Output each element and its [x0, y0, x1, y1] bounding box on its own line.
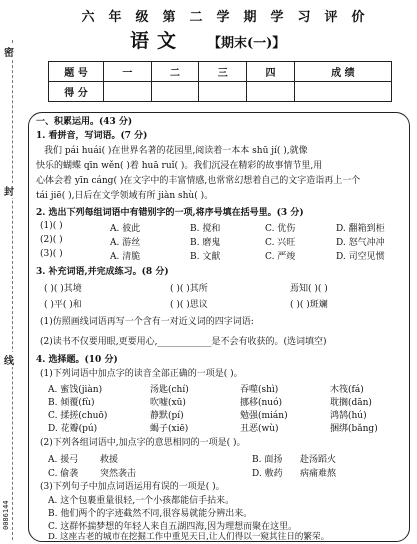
q4-2-option: 病痛难熬 — [300, 469, 337, 479]
q4-2-option: 赴汤蹈火 — [300, 455, 337, 465]
side-code: 0086144 — [2, 500, 10, 530]
page-header: 六年级第二学期学习评价 — [81, 10, 379, 25]
q1-line-1: 我们 pái huái( )在世界名著的花园里,阅读着一本本 shū jí( ),就像 — [44, 146, 308, 156]
q3-row-1-item: ( )( )其所 — [170, 284, 208, 294]
score-table-header-row — [49, 62, 392, 82]
q4-1-option: D. 花瓣(pú) — [48, 424, 98, 434]
score-cell: 题 号 — [49, 62, 104, 82]
q2-title: 2. 选出下列每组词语中有错别字的一项,将序号填在括号里。(3 分) — [36, 208, 304, 218]
q4-title: 4. 选择题。(10 分) — [36, 355, 118, 365]
q4-2-option: C. 偷袭 — [48, 469, 79, 479]
q2-row-2-num: (2)( ) — [40, 235, 63, 245]
q3-sub-2: (2)读书不仅要用眼,更要用心,____________是不会有收获的。(选词填空) — [40, 337, 327, 347]
q4-1-option: 汤匙(chí) — [150, 385, 189, 395]
q4-1-option: 丑恶(wù) — [240, 424, 279, 434]
q1-line-3: 心体会着 yīn cáng( )在文字中的丰富情感,也常常幻想着自己的文字造诣再上一个 — [36, 176, 361, 186]
q4-1-option: 捆绑(bǎng) — [330, 424, 378, 434]
binding-cut-line — [12, 40, 13, 540]
q3-row-2-item: ( )平( )和 — [44, 300, 82, 310]
q3-row-1-item: ( )( )其境 — [44, 284, 82, 294]
score-cell: 四 — [247, 62, 295, 82]
score-input-cell[interactable] — [199, 82, 247, 102]
side-label-seal-2: 封 — [4, 183, 14, 198]
q4-2-option: A. 援弓 — [48, 455, 79, 465]
q4-1-option: 静默(pí) — [150, 411, 184, 421]
q1-title: 1. 看拼音，写词语。(7 分) — [36, 131, 148, 141]
q4-1-stem: (1)下列词语中加点字的读音全部正确的一项是( )。 — [40, 369, 243, 379]
term-label: 【期末(一)】 — [208, 36, 286, 51]
q2-row-3-a: A. 清脆 — [110, 252, 141, 262]
q2-row-1-d: D. 翻箱到柜 — [336, 224, 385, 234]
q2-row-2-a: A. 游丝 — [110, 238, 141, 248]
q4-1-option: 吞噬(shì) — [240, 385, 279, 395]
q4-1-option: 吹嘘(xū) — [150, 398, 186, 408]
q4-1-option: A. 蜜饯(jiàn) — [48, 385, 103, 395]
q4-2-option: 救援 — [100, 455, 119, 465]
score-input-cell[interactable] — [151, 82, 199, 102]
q4-1-option: 勉强(mián) — [240, 411, 288, 421]
q2-row-1-a: A. 彼此 — [110, 224, 141, 234]
q4-2-option: B. 面扬 — [252, 455, 283, 465]
q4-1-option: 鸿鹄(hú) — [330, 411, 367, 421]
side-label-line: 线 — [4, 352, 14, 367]
q1-line-4: tái jiē( ),日后在文学领域有所 jiàn shù( )。 — [36, 191, 214, 201]
q2-row-1-c: C. 优伤 — [265, 224, 296, 234]
q4-3-option-b: B. 他们两个的字迹截然不同,很容易就能分辨出来。 — [48, 509, 253, 519]
score-cell: 得 分 — [49, 82, 104, 102]
q2-row-1-num: (1)( ) — [40, 221, 63, 231]
q3-row-2-item: ( )( )斑斓 — [290, 300, 328, 310]
score-cell: 三 — [199, 62, 247, 82]
q4-1-option: B. 倾覆(fù) — [48, 398, 95, 408]
q4-2-option: D. 敷药 — [252, 469, 283, 479]
q4-2-option: 突然袭击 — [100, 469, 137, 479]
q2-row-2-d: D. 怒气冲冲 — [336, 238, 385, 248]
q4-2-stem: (2)下列各组词语中,加点字的意思相同的一项是( )。 — [40, 438, 246, 448]
q4-3-stem: (3)下列句子中加点词语运用有误的一项是( )。 — [40, 482, 225, 492]
q3-row-2-item: ( )( )思议 — [170, 300, 208, 310]
score-input-cell[interactable] — [247, 82, 295, 102]
score-table — [48, 61, 392, 102]
section-title: 一、积累运用。(43 分) — [36, 117, 133, 127]
score-cell: 二 — [151, 62, 199, 82]
q4-3-option-d: D. 这座古老的城市在挖掘工作中重见天日,让人们得以一窥其往日的繁荣。 — [48, 532, 330, 542]
q4-3-option-c: C. 这群怀揣梦想的年轻人来自五湖四海,因为理想而聚在这里。 — [48, 522, 298, 532]
q4-1-option: 木筏(fá) — [330, 385, 364, 395]
q3-row-1-item: 焉知( )( ) — [290, 284, 328, 294]
q3-sub-1: (1)仿照画线词语再写一个含有一对近义词的四字词语: — [40, 317, 254, 327]
score-cell: 成 绩 — [294, 62, 391, 82]
q2-row-3-b: B. 文献 — [190, 252, 221, 262]
side-label-seal-1: 密 — [4, 44, 14, 59]
q2-row-2-c: C. 兴旺 — [265, 238, 296, 248]
q4-1-option: 挪移(nuó) — [240, 398, 283, 408]
score-input-cell[interactable] — [104, 82, 152, 102]
q4-1-option: 耽搁(dān) — [330, 398, 372, 408]
q1-line-2: 快乐的蝴蝶 qīn wěn( )着 huā ruǐ( )。我们沉浸在精彩的故事情节里,用 — [36, 161, 323, 171]
q4-1-option: 蝎子(xiē) — [150, 424, 189, 434]
q2-row-3-d: D. 司空见惯 — [336, 252, 385, 262]
q4-3-option-a: A. 这个包裹重量很轻,一个小孩都能信手拈来。 — [48, 496, 235, 506]
subject-title: 语文 — [130, 30, 185, 52]
q4-1-option: C. 揉搓(chuō) — [48, 411, 108, 421]
score-input-cell[interactable] — [294, 82, 391, 102]
score-cell: 一 — [104, 62, 152, 82]
q3-title: 3. 补充词语,并完成练习。(8 分) — [36, 267, 169, 277]
q2-row-1-b: B. 搅和 — [190, 224, 221, 234]
q2-row-3-c: C. 严竣 — [265, 252, 296, 262]
q2-row-2-b: B. 磨鬼 — [190, 238, 221, 248]
score-table-score-row — [49, 82, 392, 102]
q2-row-3-num: (3)( ) — [40, 249, 63, 259]
